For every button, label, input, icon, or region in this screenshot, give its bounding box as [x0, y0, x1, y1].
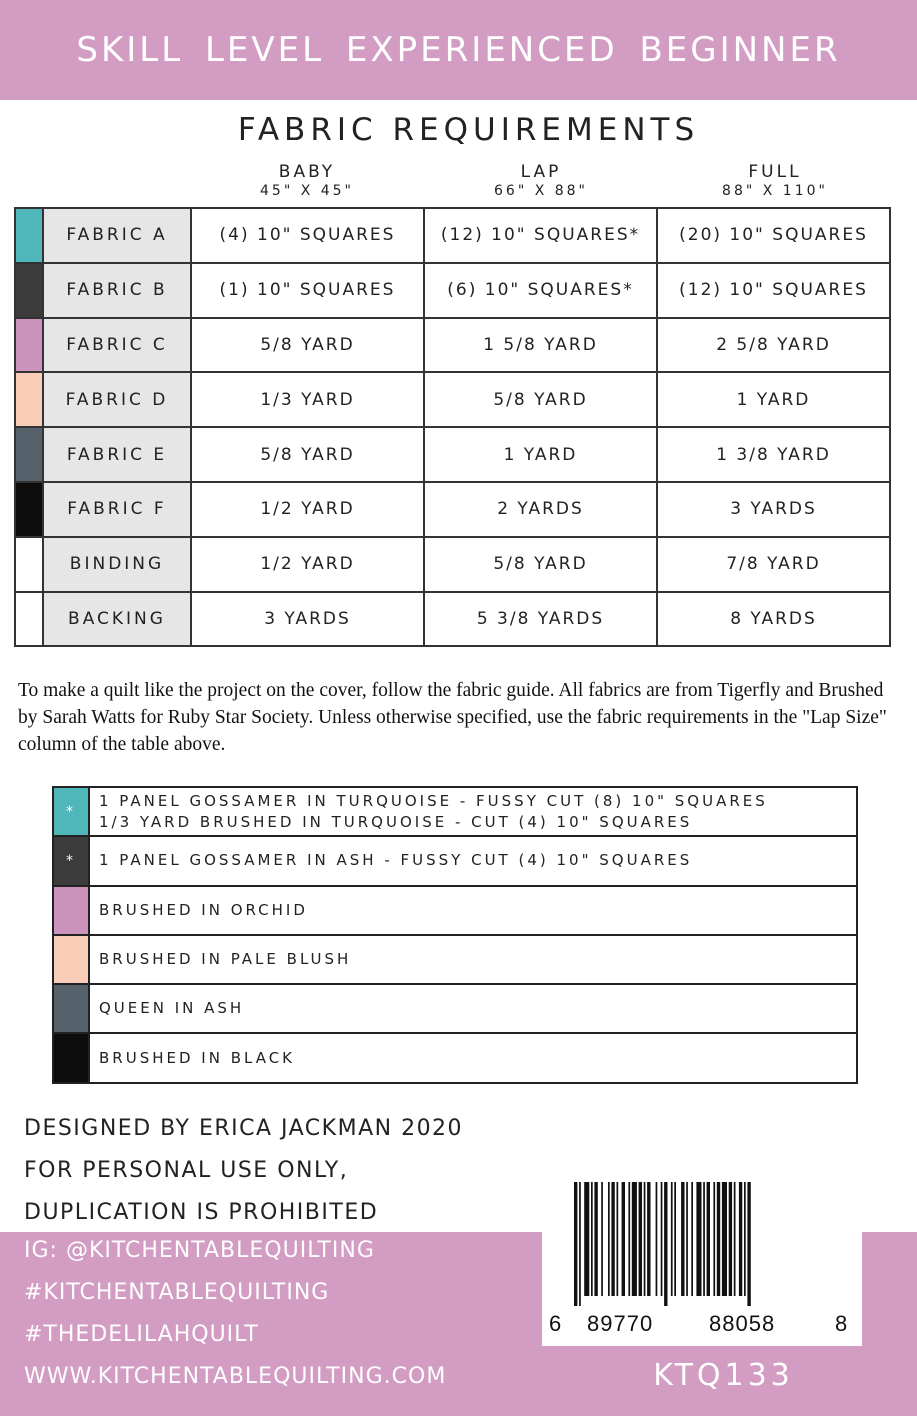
barcode-bar [617, 1182, 619, 1296]
barcode-bar [664, 1182, 667, 1306]
barcode-bar [722, 1182, 727, 1296]
requirements-row [15, 263, 890, 318]
fabric-swatch [15, 208, 43, 263]
requirements-row [15, 427, 890, 482]
barcode-bar [639, 1182, 642, 1296]
barcode-bar [703, 1182, 705, 1296]
guide-line: 1 PANEL GOSSAMER IN ASH - FUSSY CUT (4) 10" SQUARES [99, 851, 693, 870]
barcode-bar [686, 1182, 688, 1296]
guide-text [89, 787, 857, 836]
guide-line: BRUSHED IN BLACK [99, 1048, 296, 1067]
requirements-row [15, 482, 890, 537]
requirement-cell: (6) 10" SQUARES* [424, 263, 657, 318]
guide-row [53, 1033, 857, 1082]
fabric-label: BACKING [43, 592, 191, 647]
barcode-bar [734, 1182, 736, 1296]
fabric-swatch [15, 263, 43, 318]
social-links [24, 1230, 446, 1398]
guide-row [53, 836, 857, 885]
barcode-left-group: 89770 [587, 1311, 654, 1336]
fabric-label: FABRIC D [43, 372, 191, 427]
guide-swatch [53, 935, 89, 984]
barcode-icon [572, 1182, 828, 1306]
requirement-cell: 5/8 YARD [191, 427, 424, 482]
barcode-bar [729, 1182, 732, 1296]
requirement-cell: 5/8 YARD [424, 372, 657, 427]
guide-text [89, 984, 857, 1033]
requirement-cell: 3 YARDS [191, 592, 424, 647]
fabric-label: FABRIC E [43, 427, 191, 482]
guide-row [53, 787, 857, 836]
barcode-bar [594, 1182, 597, 1296]
fabric-guide-paragraph: To make a quilt like the project on the cover, follow the fabric guide. All fabrics are from Tigerfly and Brushed by Sarah Watts for Ruby Star Society. Unless otherwise specified, use the fabric requirements in the "Lap Size" column of the table above. [18, 680, 887, 755]
column-header-baby [190, 162, 424, 200]
column-size: 88" X 110" [722, 183, 828, 199]
guide-text [89, 836, 857, 885]
column-header-lap [424, 162, 658, 200]
guide-swatch [53, 886, 89, 935]
fabric-label: BINDING [43, 537, 191, 592]
website-url: WWW.KITCHENTABLEQUILTING.COM [24, 1364, 447, 1389]
column-size: 45" X 45" [260, 183, 354, 199]
product-code: KTQ133 [653, 1358, 794, 1393]
barcode-bar [644, 1182, 646, 1296]
barcode-bar [696, 1182, 701, 1296]
skill-level-banner: SKILL LEVEL EXPERIENCED BEGINNER [0, 0, 917, 100]
duplication-line: DUPLICATION IS PROHIBITED [24, 1200, 379, 1225]
guide-row [53, 984, 857, 1033]
barcode-bar [611, 1182, 614, 1296]
requirement-cell: (20) 10" SQUARES [657, 208, 890, 263]
fabric-swatch [15, 592, 43, 647]
guide-line: QUEEN IN ASH [99, 999, 245, 1018]
guide-row [53, 935, 857, 984]
requirements-row [15, 592, 890, 647]
fabric-requirements-table [14, 207, 891, 647]
fabric-label: FABRIC F [43, 482, 191, 537]
requirements-row [15, 537, 890, 592]
fabric-requirements-title: FABRIC REQUIREMENTS [237, 112, 700, 148]
guide-text [89, 1033, 857, 1082]
guide-line: 1/3 YARD BRUSHED IN TURQUOISE - CUT (4) 10" SQUARES [99, 812, 693, 831]
requirements-row [15, 372, 890, 427]
requirement-cell: 1 YARD [657, 372, 890, 427]
barcode-bar [739, 1182, 742, 1296]
fabric-swatch [15, 482, 43, 537]
requirement-cell: 1/2 YARD [191, 482, 424, 537]
guide-row [53, 886, 857, 935]
hashtag-thedelilahquilt: #THEDELILAHQUILT [24, 1322, 259, 1347]
requirement-cell: 1/3 YARD [191, 372, 424, 427]
requirement-cell: 1 5/8 YARD [424, 318, 657, 373]
fabric-swatch [15, 537, 43, 592]
hashtag-kitchentablequilting: #KITCHENTABLEQUILTING [24, 1280, 330, 1305]
requirement-cell: 5 3/8 YARDS [424, 592, 657, 647]
guide-line: 1 PANEL GOSSAMER IN TURQUOISE - FUSSY CUT (8) 10" SQUARES [99, 791, 768, 810]
requirement-cell: (1) 10" SQUARES [191, 263, 424, 318]
barcode-bar [744, 1182, 746, 1296]
fabric-swatch [15, 318, 43, 373]
requirement-cell: 8 YARDS [657, 592, 890, 647]
requirement-cell: 1 3/8 YARD [657, 427, 890, 482]
fabric-label: FABRIC A [43, 208, 191, 263]
barcode-bar [674, 1182, 676, 1296]
requirement-cell: 1/2 YARD [191, 537, 424, 592]
barcode-bar [691, 1182, 693, 1296]
column-header-full [658, 162, 892, 200]
guide-line: BRUSHED IN PALE BLUSH [99, 950, 352, 969]
requirement-cell: 7/8 YARD [657, 537, 890, 592]
requirement-cell: 3 YARDS [657, 482, 890, 537]
requirements-row [15, 208, 890, 263]
guide-text [89, 935, 857, 984]
barcode-bar [671, 1182, 673, 1296]
column-size: 66" X 88" [494, 183, 588, 199]
requirement-cell: (12) 10" SQUARES* [424, 208, 657, 263]
barcode-bar [574, 1182, 577, 1306]
guide-text [89, 886, 857, 935]
guide-swatch: * [53, 836, 89, 885]
barcode-bar [601, 1182, 603, 1296]
instagram-handle: IG: @KITCHENTABLEQUILTING [24, 1238, 375, 1263]
guide-line: BRUSHED IN ORCHID [99, 900, 308, 919]
fabric-swatch [15, 372, 43, 427]
guide-swatch [53, 984, 89, 1033]
requirement-cell: 2 5/8 YARD [657, 318, 890, 373]
guide-swatch [53, 1033, 89, 1082]
fabric-swatch [15, 427, 43, 482]
designer-credits [24, 1108, 463, 1234]
barcode-bar [656, 1182, 658, 1296]
barcode-first-digit: 6 [549, 1311, 562, 1336]
barcode-bar [632, 1182, 637, 1296]
requirement-cell: 1 YARD [424, 427, 657, 482]
barcode-bar [707, 1182, 710, 1296]
requirement-cell: (4) 10" SQUARES [191, 208, 424, 263]
column-name: FULL [748, 162, 802, 182]
barcode-bar [579, 1182, 581, 1306]
fabric-label: FABRIC B [43, 263, 191, 318]
requirement-cell: 5/8 YARD [191, 318, 424, 373]
fabric-label: FABRIC C [43, 318, 191, 373]
requirement-cell: 2 YARDS [424, 482, 657, 537]
designer-line: DESIGNED BY ERICA JACKMAN 2020 [24, 1116, 464, 1141]
requirements-row [15, 318, 890, 373]
guide-swatch: * [53, 787, 89, 836]
barcode-bar [713, 1182, 715, 1296]
barcode-bar [681, 1182, 684, 1296]
barcode-bar [717, 1182, 720, 1296]
barcode-bar [628, 1182, 630, 1296]
column-name: BABY [278, 162, 336, 182]
barcode-bar [584, 1182, 589, 1296]
requirement-cell: (12) 10" SQUARES [657, 263, 890, 318]
barcode-bar [647, 1182, 650, 1296]
barcode-bar [622, 1182, 625, 1296]
column-name: LAP [520, 162, 562, 182]
barcode-bar [661, 1182, 663, 1296]
fabric-guide-table [52, 786, 858, 1084]
barcode-bar [591, 1182, 593, 1296]
personal-use-line: FOR PERSONAL USE ONLY, [24, 1158, 349, 1183]
barcode-check-digit: 8 [835, 1311, 848, 1336]
requirement-cell: 5/8 YARD [424, 537, 657, 592]
barcode-bar [608, 1182, 610, 1296]
barcode-right-group: 88058 [709, 1311, 776, 1336]
barcode-bar [747, 1182, 750, 1306]
